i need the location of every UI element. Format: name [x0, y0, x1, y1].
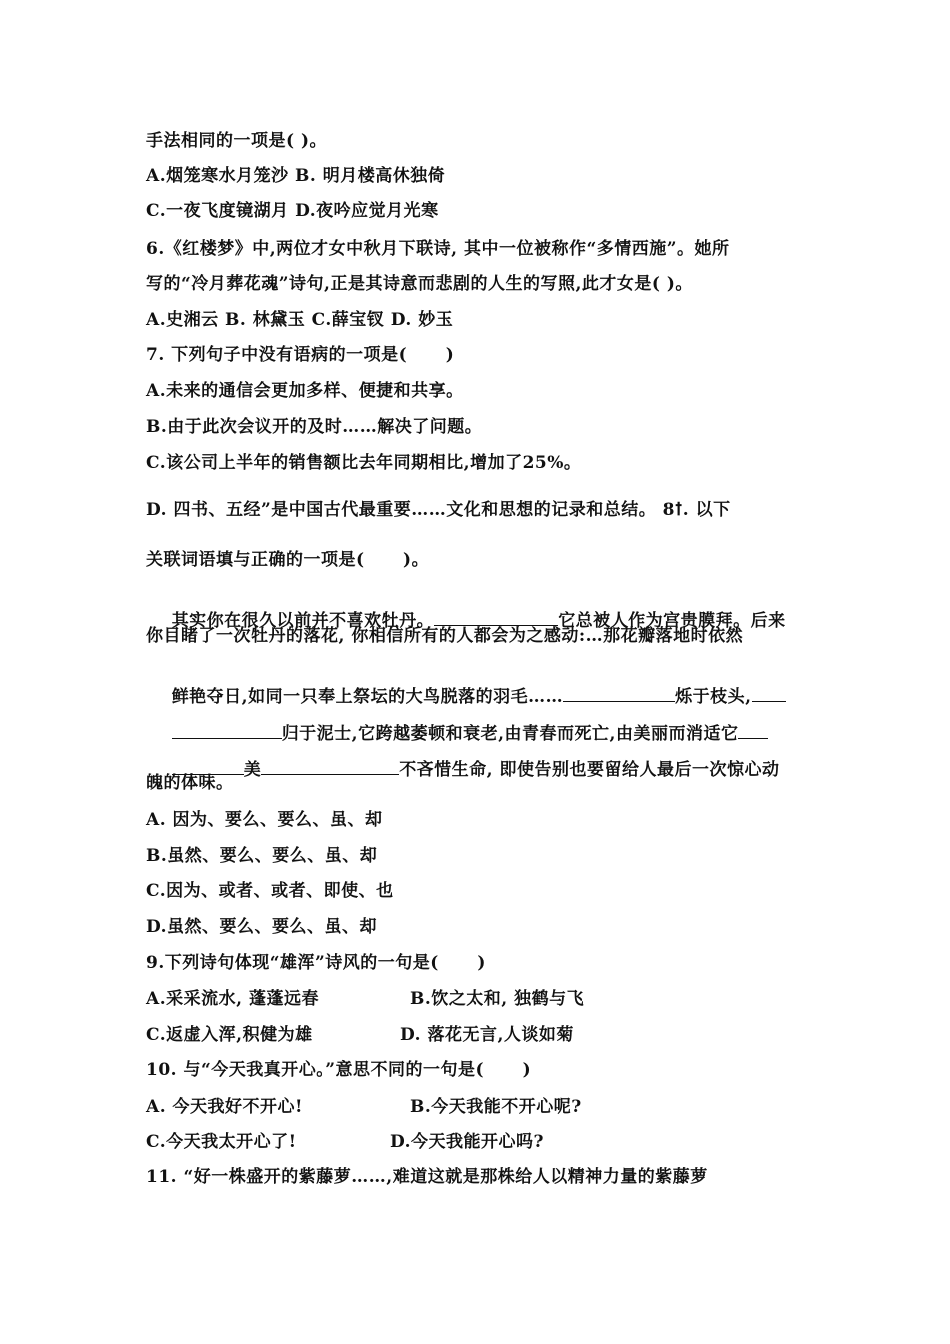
option-line: A.未来的通信会更加多样、便捷和共享。 [146, 381, 464, 401]
option-line: A. 今天我好不开心! [146, 1097, 303, 1117]
question-10: 10. 与“今天我真开心。”意思不同的一句是( ) [146, 1060, 532, 1080]
option-line: A.采采流水, 蓬蓬远春 [146, 989, 319, 1009]
option-line: C.今天我太开心了! [146, 1132, 297, 1152]
passage-text: 美 [243, 760, 262, 780]
option-line: A.烟笼寒水月笼沙 B. 明月楼高休独倚 [146, 166, 446, 186]
fill-blank[interactable] [261, 756, 399, 775]
passage-text: 其实你在很久以前并不喜欢牡丹。 [171, 611, 435, 631]
question-8-continued: 关联词语填与正确的一项是( )。 [146, 550, 430, 570]
question-7: 7. 下列句子中没有语病的一项是( ) [146, 345, 455, 365]
question-5-continued: 手法相同的一项是( )。 [146, 131, 328, 151]
question-6-continued: 写的“冷月葬花魂”诗句,正是其诗意而悲剧的人生的写照,此才女是( )。 [146, 274, 693, 294]
passage-line: 魄的体味。 [146, 773, 234, 793]
option-line: A. 因为、要么、要么、虽、却 [146, 810, 383, 830]
option-line: D. 落花无言,人谈如菊 [400, 1025, 574, 1045]
option-line: D.今天我能开心吗? [390, 1132, 545, 1152]
option-line: C.因为、或者、或者、即使、也 [146, 881, 394, 901]
question-11: 11. “好一株盛开的紫藤萝……,难道这就是那株给人以精神力量的紫藤萝 [146, 1167, 708, 1187]
passage-text: 归于泥士,它跨越萎顿和衰老,由青春而死亡,由美丽而消适它 [281, 724, 739, 744]
option-line: B.饮之太和, 独鹤与飞 [410, 989, 585, 1009]
option-line: C.一夜飞度镜湖月 D.夜吟应觉月光寒 [146, 201, 439, 221]
option-line: B.虽然、要么、要么、虽、却 [146, 846, 378, 866]
option-line: C.返虚入浑,积健为雄 [146, 1025, 313, 1045]
passage-text: 烁于枝头, [675, 687, 752, 707]
option-line: D.虽然、要么、要么、虽、却 [146, 917, 378, 937]
passage-text: 它总被人作为宫贵膜拜。后来 [558, 611, 786, 631]
option-line: A.史湘云 B. 林黛玉 C.薛宝钗 D. 妙玉 [146, 310, 454, 330]
option-line: B.由于此次会议开的及时……解决了问题。 [146, 417, 483, 437]
option-line: B.今天我能不开心呢? [410, 1097, 582, 1117]
question-6: 6.《红楼梦》中,两位才女中秋月下联诗, 其中一位被称作“多情西施”。她所 [146, 239, 730, 259]
question-9: 9.下列诗句体现“雄浑”诗风的一句是( ) [146, 953, 486, 973]
option-line: C.该公司上半年的销售额比去年同期相比,增加了25%。 [146, 453, 582, 473]
passage-line [146, 734, 780, 803]
fill-blank[interactable] [434, 607, 558, 626]
option-line: D. 四书、五经”是中国古代最重要……文化和思想的记录和总结。 8ꝉ. 以下 [146, 500, 731, 520]
passage-text: 不吝惜生命, 即使告别也要留给人最后一次惊心动 [399, 760, 780, 780]
passage-text: 鲜艳夺日,如同一只奉上祭坛的大鸟脱落的羽毛…… [171, 687, 564, 707]
passage-line: 你目睹了一次牡丹的落花, 你相信所有的人都会为之感动:…那花瓣落地时依然 [146, 626, 744, 646]
